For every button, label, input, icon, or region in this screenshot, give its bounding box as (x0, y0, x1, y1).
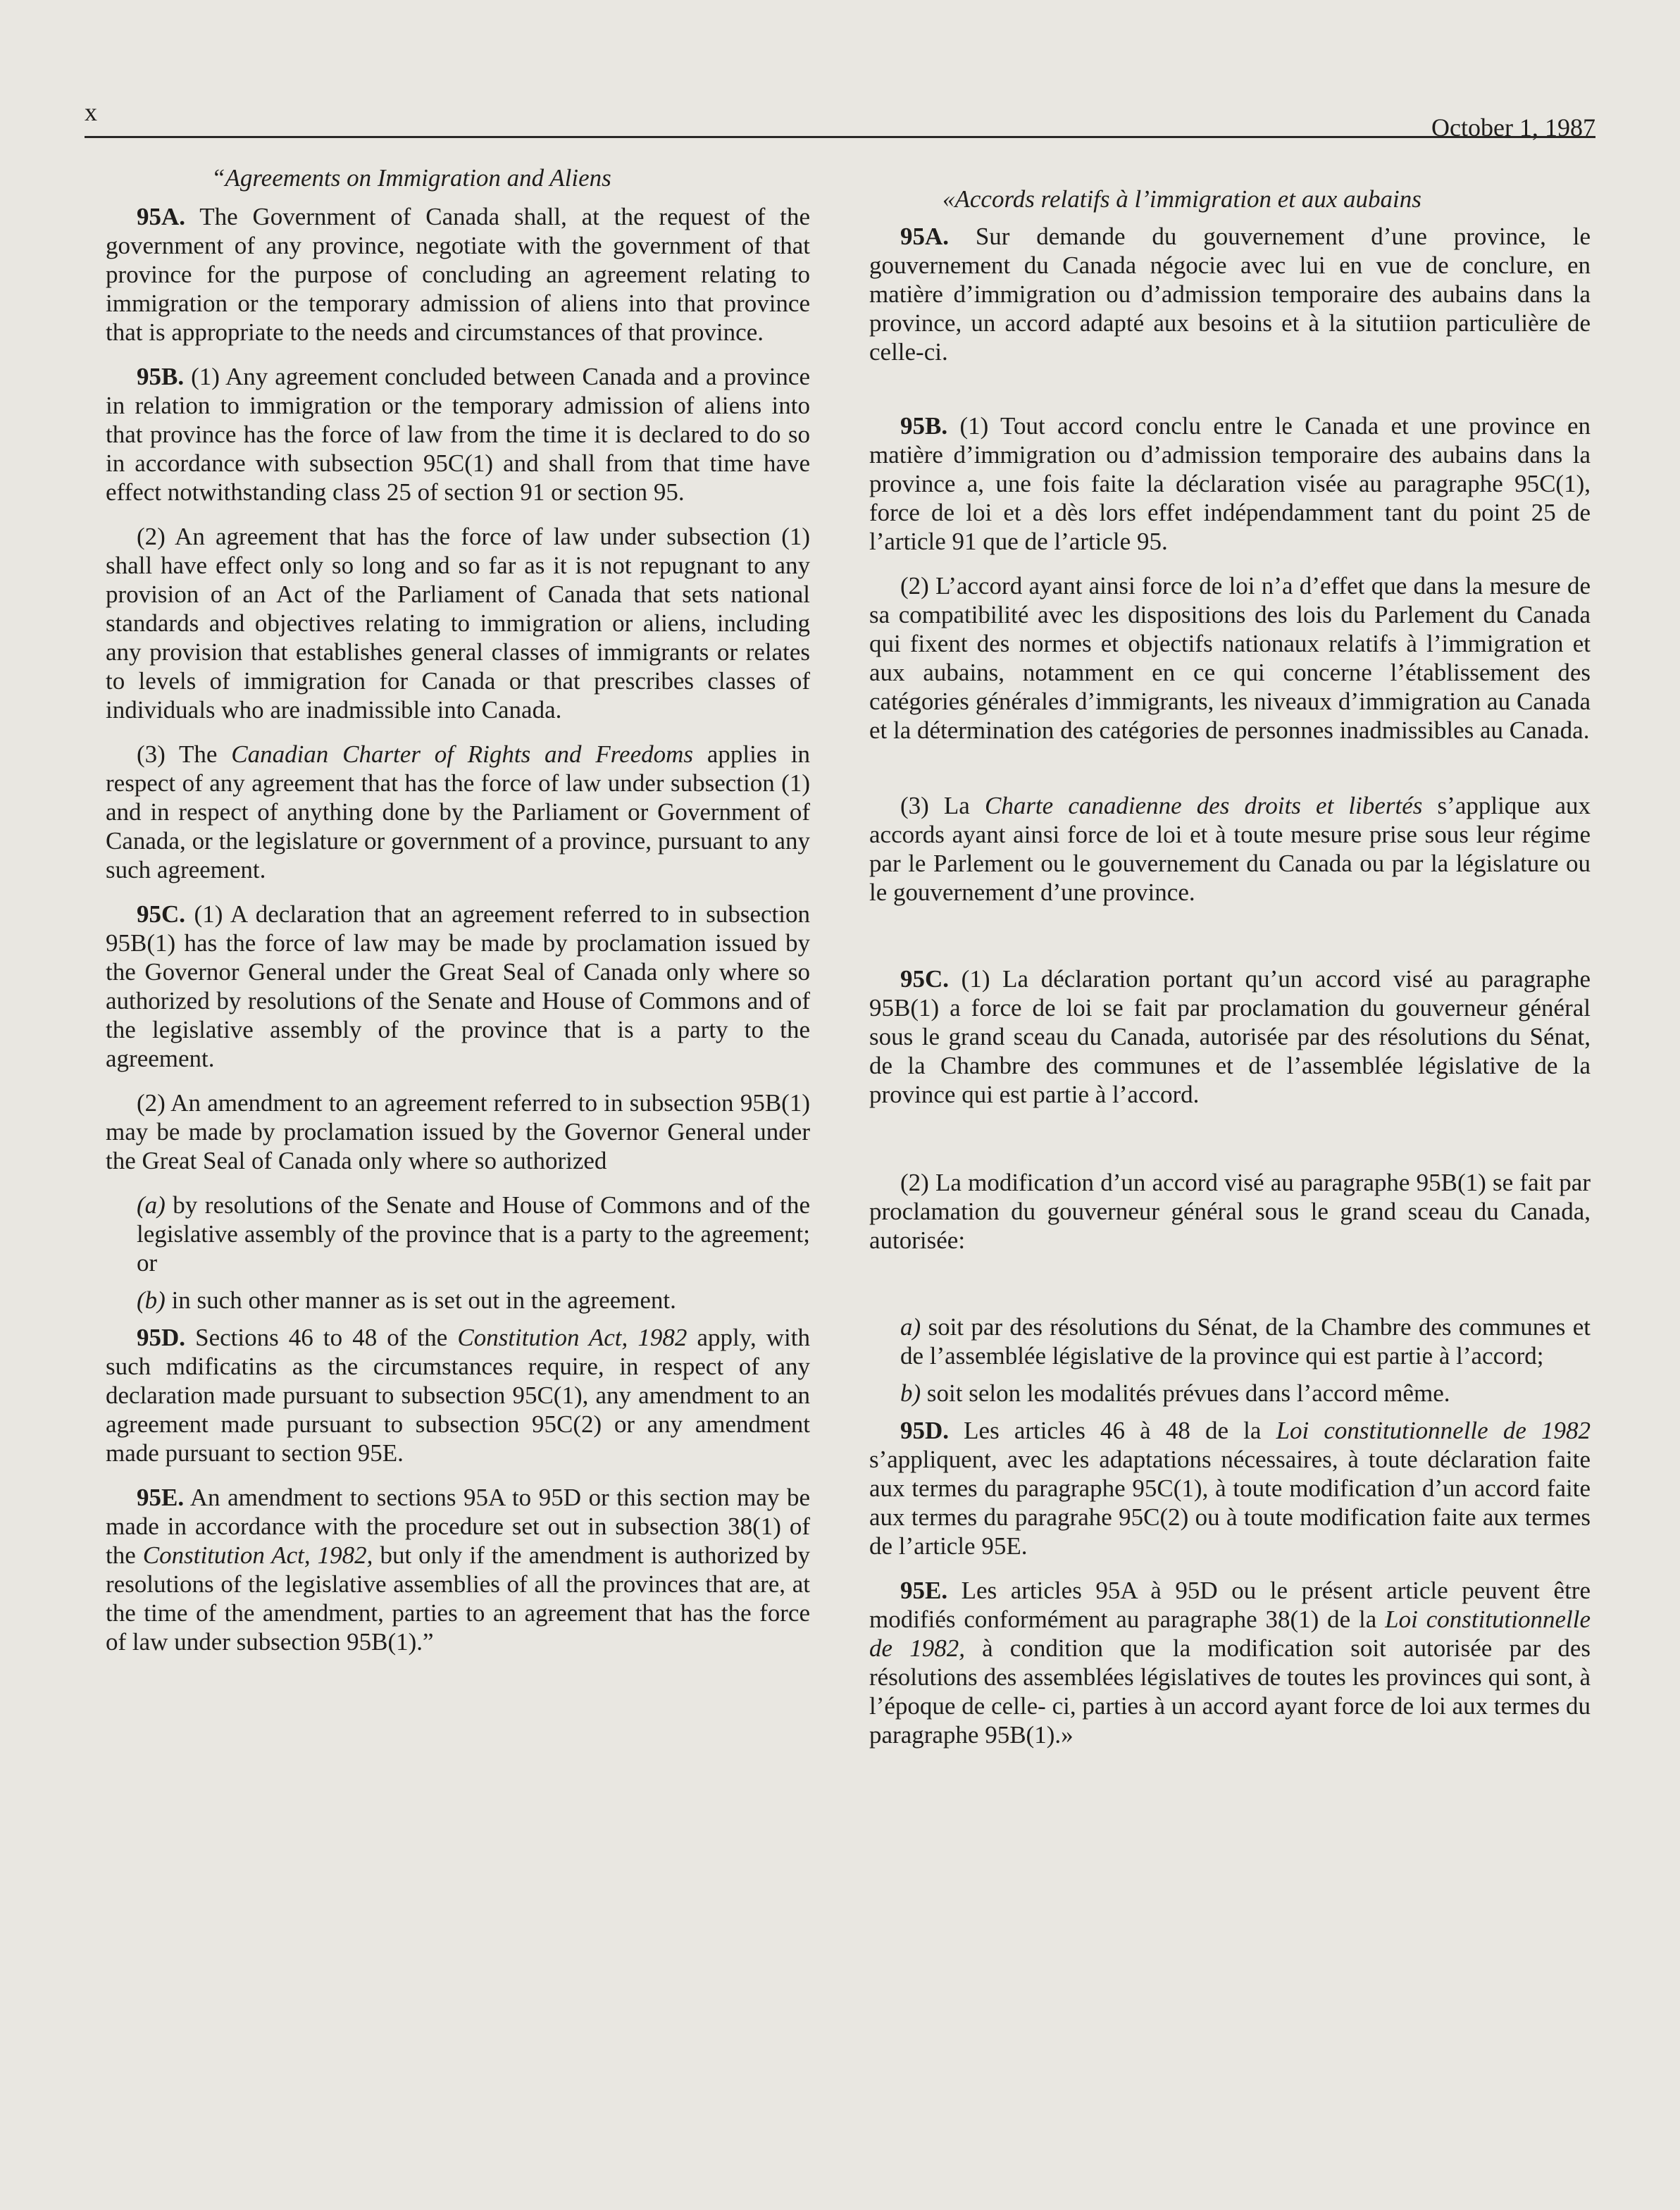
section-text: Sur demande du gouvernement d’une province, le gouvernement du Canada négocie avec lui en vue de conclure, en matière d’immigration ou d’admission temporaire des aubains dans la province, un accord adapté aux besoins et à la situtiion particulière de celle-ci. (869, 223, 1591, 366)
french-column (869, 185, 1591, 1765)
section-text: (3) The (137, 740, 232, 768)
english-column (106, 163, 810, 1672)
charter-title: Canadian Charter of Rights and Freedoms (231, 740, 694, 768)
en-section-95D (106, 1323, 810, 1467)
item-label: (b) (137, 1286, 166, 1314)
english-heading: “Agreements on Immigration and Aliens (211, 164, 611, 192)
item-label: (a) (137, 1191, 166, 1219)
section-number: 95B. (900, 412, 948, 440)
en-section-95C-2: (2) An amendment to an agreement referred to in subsection 95B(1) may be made by proclamation issued by the Governor General under the Great Seal of Canada only where so authorized (106, 1089, 810, 1174)
page-number: x (85, 98, 97, 126)
item-text: in such other manner as is set out in the agreement. (165, 1286, 676, 1314)
section-number: 95D. (137, 1324, 186, 1351)
act-title: Loi constitutionnelle de 1982 (1276, 1417, 1591, 1444)
section-text: apply, with such mdificatins as the circumstances require, in respect of any declaration made pursuant to subsection 95C(1), any amendment to an agreement made pursuant to subsection 95C(2) or any amendment made pursuant to section 95E. (106, 1324, 810, 1467)
fr-section-95C-1 (869, 964, 1591, 1109)
fr-section-95B-3 (869, 791, 1591, 907)
section-text: (3) La (900, 792, 985, 819)
en-section-95B-3 (106, 740, 810, 884)
section-number: 95A. (137, 203, 186, 230)
section-text: An amendment to sections 95A to 95D or this section may be made in accordance with the procedure set out in subsection 38(1) of the (106, 1484, 810, 1569)
fr-section-95B-2: (2) L’accord ayant ainsi force de loi n’a d’effet que dans la mesure de sa compatibilité avec les dispositions des lois du Parlement du Canada qui fixent des normes et objectifs nationaux relatifs à l’immigration et aux aubains, notamment en ce qui concerne l’établissement des catégories générales d’immigrants, les niveaux d’immigration au Canada et la détermination des catégories de personnes inadmissibles au Canada. (869, 572, 1591, 744)
en-section-95B-1 (106, 362, 810, 507)
en-section-95A (106, 202, 810, 347)
french-heading: «Accords relatifs à l’immigration et aux aubains (942, 185, 1421, 213)
section-text: (1) Tout accord conclu entre le Canada et une province en matière d’immigration ou d’admission temporaire des aubains dans la province a, une fois faite la déclaration visée au paragraphe 95C(1), force de loi et a dès lors effet indépendamment tant du point 25 de l’article 91 que de l’article 95. (869, 412, 1591, 555)
section-number: 95D. (900, 1417, 950, 1444)
section-number: 95C. (900, 965, 950, 993)
header-rule (85, 136, 1595, 138)
section-number: 95C. (137, 900, 186, 928)
section-text: à condition que la modification soit autorisée par des résolutions des assemblées législatives de toutes les provinces qui sont, à l’époque de celle- ci, parties à un accord ayant force de loi aux termes du paragraphe 95B(1).» (869, 1634, 1591, 1749)
act-title: Constitution Act, 1982, (142, 1541, 373, 1569)
act-title: Constitution Act, 1982 (457, 1324, 687, 1351)
item-text: soit par des résolutions du Sénat, de la Chambre des communes et de l’assemblée législative de la province qui est partie à l’accord; (900, 1313, 1591, 1370)
section-text: (1) A declaration that an agreement referred to in subsection 95B(1) has the force of law may be made by proclamation issued by the Governor General under the Great Seal of Canada only where so authorized by resolutions of the Senate and House of Commons and of the legislative assembly of the province that is a party to the agreement. (106, 900, 810, 1072)
en-section-95C-1 (106, 900, 810, 1073)
page-date: October 1, 1987 (1431, 113, 1595, 142)
en-item-b (106, 1286, 810, 1315)
fr-item-b (869, 1379, 1591, 1408)
en-section-95B-2: (2) An agreement that has the force of law under subsection (1) shall have effect only so long and so far as it is not repugnant to any provision of an Act of the Parliament of Canada that sets national standards and objectives relating to immigration or aliens, including any provision that establishes general classes of immigrants or relates to levels of immigration for Canada or that prescribes classes of individuals who are inadmissible into Canada. (106, 523, 810, 724)
section-text: Sections 46 to 48 of the (185, 1324, 458, 1351)
section-number: 95B. (137, 363, 185, 390)
fr-section-95D (869, 1416, 1591, 1560)
section-text: (1) La déclaration portant qu’un accord visé au paragraphe 95B(1) a force de loi se fait par proclamation du gouverneur général sous le grand sceau du Canada, autorisée par des résolutions du Sénat, de la Chambre des communes et de l’assemblée législative de la province qui est partie à l’accord. (869, 965, 1591, 1108)
fr-section-95B-1 (869, 411, 1591, 556)
en-item-a (106, 1191, 810, 1277)
fr-section-95E (869, 1576, 1591, 1749)
item-text: by resolutions of the Senate and House of Commons and of the legislative assembly of the province that is a party to the agreement; or (137, 1191, 810, 1277)
fr-section-95C-2: (2) La modification d’un accord visé au paragraphe 95B(1) se fait par proclamation du gouverneur général sous le grand sceau du Canada, autorisée: (869, 1169, 1591, 1254)
section-text: s’appliquent, avec les adaptations nécessaires, à toute déclaration faite aux termes du paragraphe 95C(1), à toute modification d’un accord faite aux termes du paragrahe 95C(2) ou à toute modification faite aux termes de l’article 95E. (869, 1446, 1591, 1560)
charter-title: Charte canadienne des droits et libertés (984, 792, 1423, 819)
section-text: Les articles 46 à 48 de la (949, 1417, 1276, 1444)
act-title: Loi constitutionnelle de 1982, (869, 1606, 1591, 1662)
item-text: soit selon les modalités prévues dans l’accord même. (921, 1379, 1450, 1407)
fr-section-95A (869, 222, 1591, 366)
section-text: but only if the amendment is authorized by resolutions of the legislative assemblies of all the provinces that are, at the time of the amendment, parties to an agreement that has the force of law under subsection 95B(1).” (106, 1541, 810, 1656)
section-number: 95A. (900, 223, 950, 250)
section-text: s’applique aux accords ayant ainsi force de loi et à toute mesure prise sous leur régime par le Parlement ou le gouvernement du Canada ou par la législature ou le gouvernement d’une province. (869, 792, 1591, 906)
item-label: a) (900, 1313, 921, 1341)
section-number: 95E. (900, 1577, 948, 1604)
section-text: The Government of Canada shall, at the request of the government of any province, negotiate with the government of that province for the purpose of concluding an agreement relating to immigration or the temporary admission of aliens into that province that is appropriate to the needs and circumstances of that province. (106, 203, 810, 346)
section-text: Les articles 95A à 95D ou le présent article peuvent être modifiés conformément au paragraphe 38(1) de la (869, 1577, 1591, 1633)
fr-item-a (869, 1312, 1591, 1370)
item-label: b) (900, 1379, 921, 1407)
section-text: (1) Any agreement concluded between Canada and a province in relation to immigration or the temporary admission of aliens into that province has the force of law from the time it is declared to do so in accordance with subsection 95C(1) and shall from that time have effect notwithstanding class 25 of section 91 or section 95. (106, 363, 810, 506)
section-text: applies in respect of any agreement that has the force of law under subsection (1) and in respect of anything done by the Parliament or Government of Canada, or the legislature or government of a province, pursuant to any such agreement. (106, 740, 810, 883)
en-section-95E (106, 1483, 810, 1656)
section-number: 95E. (137, 1484, 185, 1511)
page-header (85, 97, 1595, 142)
